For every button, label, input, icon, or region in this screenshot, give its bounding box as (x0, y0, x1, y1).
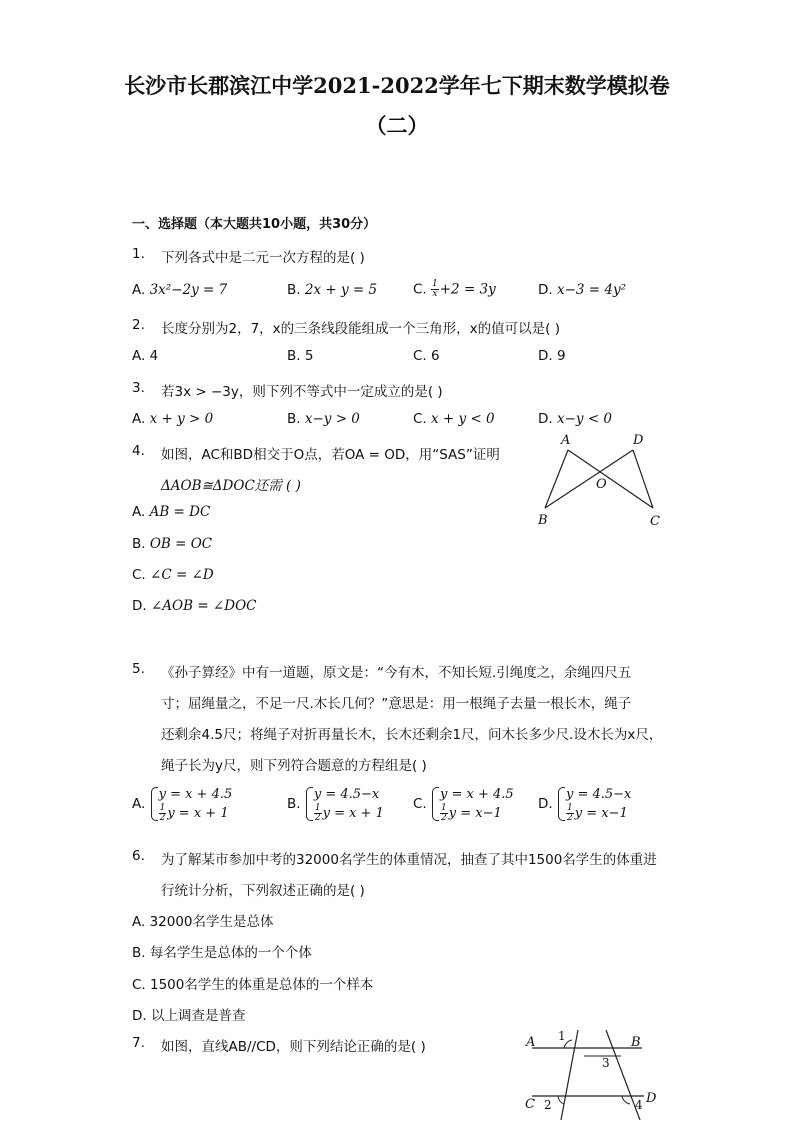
question-number: 7. (132, 1035, 145, 1051)
option-d (132, 598, 256, 614)
equation-2: y = x + 1 (322, 806, 384, 821)
equation-system (150, 785, 233, 823)
question-stem: 若3x > −3y，则下列不等式中一定成立的是( ) (161, 384, 443, 400)
option-label: B. (287, 411, 301, 427)
equation-1: y = x + 4.5 (158, 787, 233, 802)
fraction-half (440, 804, 448, 823)
equation-2: y = x−1 (574, 806, 628, 821)
option-label: A. (132, 282, 146, 298)
point-label-c: C (525, 1097, 535, 1112)
question-stem-cont: ΔAOB≅ΔDOC还需 ( ) (161, 478, 301, 494)
fraction-denominator: x (432, 289, 438, 299)
equation-system (557, 785, 631, 823)
angle-label-3: 3 (602, 1056, 610, 1070)
angle-arc-4 (622, 1096, 630, 1104)
fraction-numerator: 1 (566, 803, 573, 813)
question-number: 2. (132, 317, 145, 333)
option-c (413, 785, 514, 823)
option-d: D. 9 (538, 348, 566, 364)
equation-2: y = x + 1 (167, 806, 229, 821)
angle-label-2: 2 (544, 1098, 552, 1112)
option-text: x−y < 0 (556, 411, 613, 427)
fraction-denominator: 2 (441, 813, 447, 823)
equation-system (305, 785, 384, 823)
fraction-denominator: 2 (314, 813, 321, 823)
option-c (413, 411, 495, 427)
option-text: x + y < 0 (431, 411, 495, 427)
fraction-denominator: 2 (159, 813, 166, 823)
document-subtitle: （二） (365, 113, 429, 138)
point-label-c: C (650, 514, 660, 529)
fraction (431, 280, 439, 299)
equation-system (431, 785, 514, 823)
angle-arc-2 (558, 1096, 564, 1104)
option-c (413, 280, 496, 299)
option-label: C. (132, 567, 146, 583)
option-text: x−3 = 4y² (556, 282, 627, 298)
point-label-b: B (538, 513, 548, 528)
option-text: ∠C = ∠D (150, 567, 214, 583)
point-label-b: B (631, 1035, 641, 1050)
option-a (132, 282, 227, 298)
question-stem-line: 为了解某市参加中考的32000名学生的体重情况，抽查了其中1500名学生的体重进 (161, 852, 657, 868)
document-title: 长沙市长郡滨江中学2021-2022学年七下期末数学模拟卷 (124, 73, 670, 98)
option-b (287, 785, 384, 823)
question-stem-line: 还剩余4.5尺；将绳子对折再量长木，长木还剩余1尺，问木长多少尺.设木长为x尺， (161, 727, 663, 743)
option-d: D. 以上调查是普查 (132, 1008, 246, 1024)
option-a: A. 32000名学生是总体 (132, 914, 274, 930)
segment-ac (568, 450, 653, 508)
option-a (132, 785, 232, 823)
option-label: C. (413, 796, 427, 812)
option-label: A. (132, 411, 146, 427)
figure-parallel-lines (518, 1024, 668, 1120)
option-text: ∠AOB = ∠DOC (150, 598, 257, 614)
angle-label-1: 1 (558, 1029, 566, 1043)
question-number: 3. (132, 380, 145, 396)
option-label: A. (132, 504, 146, 520)
option-b: B. 每名学生是总体的一个个体 (132, 945, 312, 961)
segment-dc (633, 450, 653, 508)
point-label-d: D (633, 433, 644, 448)
angle-label-4: 4 (635, 1098, 643, 1112)
fraction-numerator: 1 (159, 803, 166, 813)
option-label: D. (538, 282, 553, 298)
fraction-half (314, 804, 322, 823)
option-text: AB = DC (149, 504, 211, 520)
question-number: 6. (132, 848, 145, 864)
option-label: D. (538, 796, 553, 812)
question-stem-line: 绳子长为y尺，则下列符合题意的方程组是( ) (161, 758, 427, 774)
option-b (287, 282, 377, 298)
question-stem: 如图，AC和BD相交于O点，若OA = OD，用“SAS”证明 (161, 447, 500, 463)
point-label-a: A (561, 433, 571, 448)
option-label: B. (287, 282, 301, 298)
option-c (132, 567, 214, 583)
question-stem: 下列各式中是二元一次方程的是( ) (161, 250, 365, 266)
option-label: B. (132, 536, 146, 552)
option-label: D. (132, 598, 147, 614)
question-stem: 长度分别为2，7，x的三条线段能组成一个三角形，x的值可以是( ) (161, 321, 560, 337)
segment-db (545, 450, 633, 508)
option-a (132, 411, 213, 427)
equation-1: y = 4.5−x (313, 787, 380, 802)
question-number: 1. (132, 246, 145, 262)
option-b: B. 5 (287, 348, 314, 364)
fraction-denominator: 2 (566, 813, 573, 823)
option-a (132, 504, 210, 520)
fraction-numerator: 1 (432, 279, 438, 289)
option-text: x + y > 0 (149, 411, 214, 427)
option-text: 3x²−2y = 7 (149, 282, 228, 298)
fraction-half (159, 804, 167, 823)
option-label: A. (132, 796, 146, 812)
option-text: OB = OC (149, 536, 213, 552)
option-d (538, 785, 631, 823)
fraction-numerator: 1 (314, 803, 321, 813)
question-number: 5. (132, 661, 145, 677)
option-label: D. (538, 411, 553, 427)
equation-1: y = 4.5−x (565, 787, 632, 802)
option-label: C. (413, 411, 427, 427)
question-stem: 如图，直线AB//CD，则下列结论正确的是( ) (161, 1039, 426, 1055)
transversal-left (561, 1030, 578, 1120)
option-b (287, 411, 360, 427)
option-d (538, 282, 626, 298)
point-label-a: A (526, 1035, 536, 1050)
question-stem-line: 《孙子算经》中有一道题，原文是：“今有木，不知长短.引绳度之，余绳四尺五 (161, 665, 632, 681)
point-label-d: D (646, 1091, 657, 1106)
option-label: C. (413, 281, 427, 298)
fraction-half (566, 804, 574, 823)
question-stem-line: 寸；屈绳量之，不足一尺.木长几何？”意思是：用一根绳子去量一根长木，绳子 (161, 696, 632, 712)
equation-2: y = x−1 (448, 806, 502, 821)
option-text: +2 = 3y (439, 281, 496, 298)
question-number: 4. (132, 443, 145, 459)
equation-1: y = x + 4.5 (440, 787, 514, 802)
point-label-o: O (596, 477, 607, 492)
option-label: B. (287, 796, 301, 812)
option-b (132, 536, 212, 552)
section-heading: 一、选择题（本大题共10小题，共30分） (132, 217, 377, 232)
option-c: C. 1500名学生的体重是总体的一个样本 (132, 977, 374, 993)
option-text: x−y > 0 (304, 411, 360, 427)
option-c: C. 6 (413, 348, 440, 364)
figure-crossed-triangles (530, 428, 675, 533)
option-d (538, 411, 612, 427)
option-a: A. 4 (132, 348, 159, 364)
segment-ab (545, 450, 568, 508)
fraction-numerator: 1 (441, 803, 447, 813)
question-stem-line: 行统计分析，下列叙述正确的是( ) (161, 883, 365, 899)
option-text: 2x + y = 5 (304, 282, 378, 298)
